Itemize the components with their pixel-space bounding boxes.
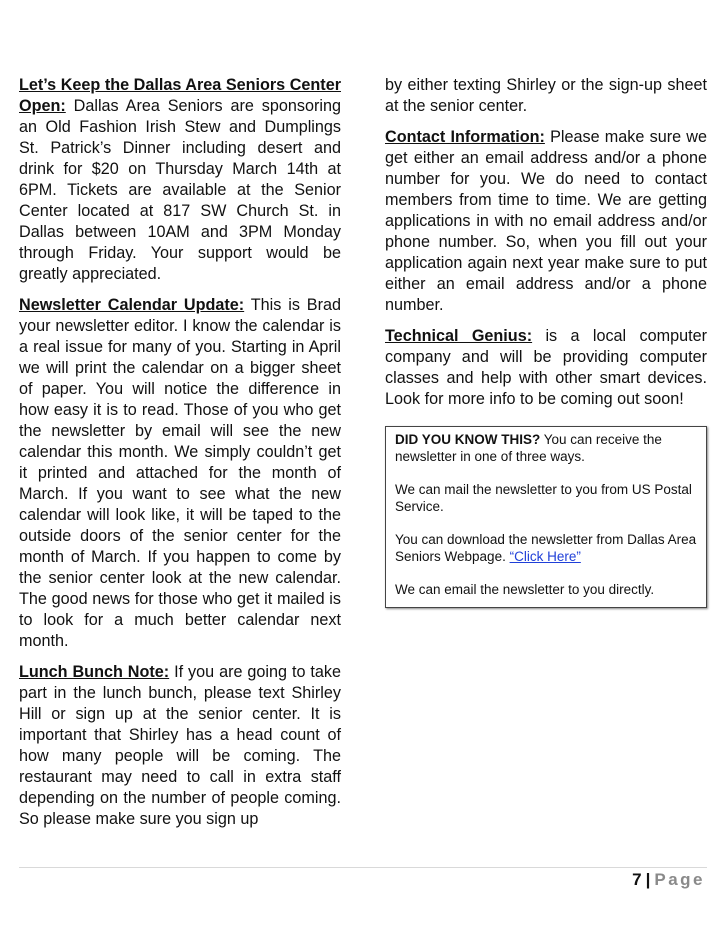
article-heading: Contact Information:	[385, 128, 545, 146]
box-intro-text: You can receive the newsletter in one of three ways.	[395, 432, 662, 464]
right-column	[385, 75, 707, 608]
article-heading: Let’s Keep the Dallas Area Seniors Center Open:	[19, 76, 341, 115]
left-column	[19, 75, 341, 840]
article-body: If you are going to take part in the lunch bunch, please text Shirley Hill or sign up at the senior center. It is important that Shirley has a head count of how many people will be coming. The restaurant may need to call in extra staff depending on the number of people coming. So please make sure you sign up	[19, 663, 341, 828]
box-download-text: You can download the newsletter from Dallas Area Seniors Webpage.	[395, 532, 697, 564]
click-here-link[interactable]: “Click Here”	[509, 548, 581, 564]
footer-divider	[19, 867, 707, 868]
page-label: Page	[654, 870, 705, 889]
article-seniors-center	[19, 75, 341, 285]
article-body: Please make sure we get either an email address and/or a phone number for you. We do need to contact members from time to time. We are getting applications in with no email address and/or phone number. So, when you fill out your application again next year make sure to put either an email address and/or a phone number.	[385, 128, 707, 314]
box-download-option	[395, 532, 697, 565]
footer-separator: |	[645, 870, 651, 889]
article-calendar-update	[19, 295, 341, 652]
article-lunch-bunch	[19, 662, 341, 830]
article-heading: Newsletter Calendar Update:	[19, 296, 245, 314]
article-heading: Lunch Bunch Note:	[19, 663, 170, 681]
page-footer	[632, 870, 705, 890]
article-body: is a local computer company and will be providing computer classes and help with other smart devices. Look for more info to be coming out soon!	[385, 327, 707, 408]
box-email-option: We can email the newsletter to you directly.	[395, 582, 655, 597]
article-heading: Technical Genius:	[385, 327, 533, 345]
box-mail-option: We can mail the newsletter to you from US Postal Service.	[395, 482, 692, 514]
lunch-bunch-continuation: by either texting Shirley or the sign-up sheet at the senior center.	[385, 76, 707, 115]
article-body: Dallas Area Seniors are sponsoring an Old Fashion Irish Stew and Dumplings St. Patrick’s Dinner including desert and drink for $20 on Thursday March 14th at 6PM. Tickets are available at the Senior Center located at 817 SW Church St. in Dallas between 10AM and 3PM Monday through Friday. Your support would be greatly appreciated.	[19, 97, 341, 283]
article-body: This is Brad your newsletter editor. I know the calendar is a real issue for many of you. Starting in April we will print the calendar on a bigger sheet of paper. You will notice the difference in how easy it is to read. Those of you who get the newsletter by email will see the new calendar this month. We simply couldn’t get it printed and attached for the month of March. If you want to see what the new calendar will look like, it will be taped to the outside doors of the senior center for the month of March. If you happen to come by the senior center look at the new calendar. The good news for those who get it mailed is to look for a much better calendar next month.	[19, 296, 341, 650]
box-intro	[395, 432, 697, 465]
did-you-know-box	[385, 426, 707, 608]
article-contact-information	[385, 127, 707, 316]
article-technical-genius	[385, 326, 707, 410]
page-number: 7	[632, 870, 642, 889]
box-heading: DID YOU KNOW THIS?	[395, 432, 541, 447]
